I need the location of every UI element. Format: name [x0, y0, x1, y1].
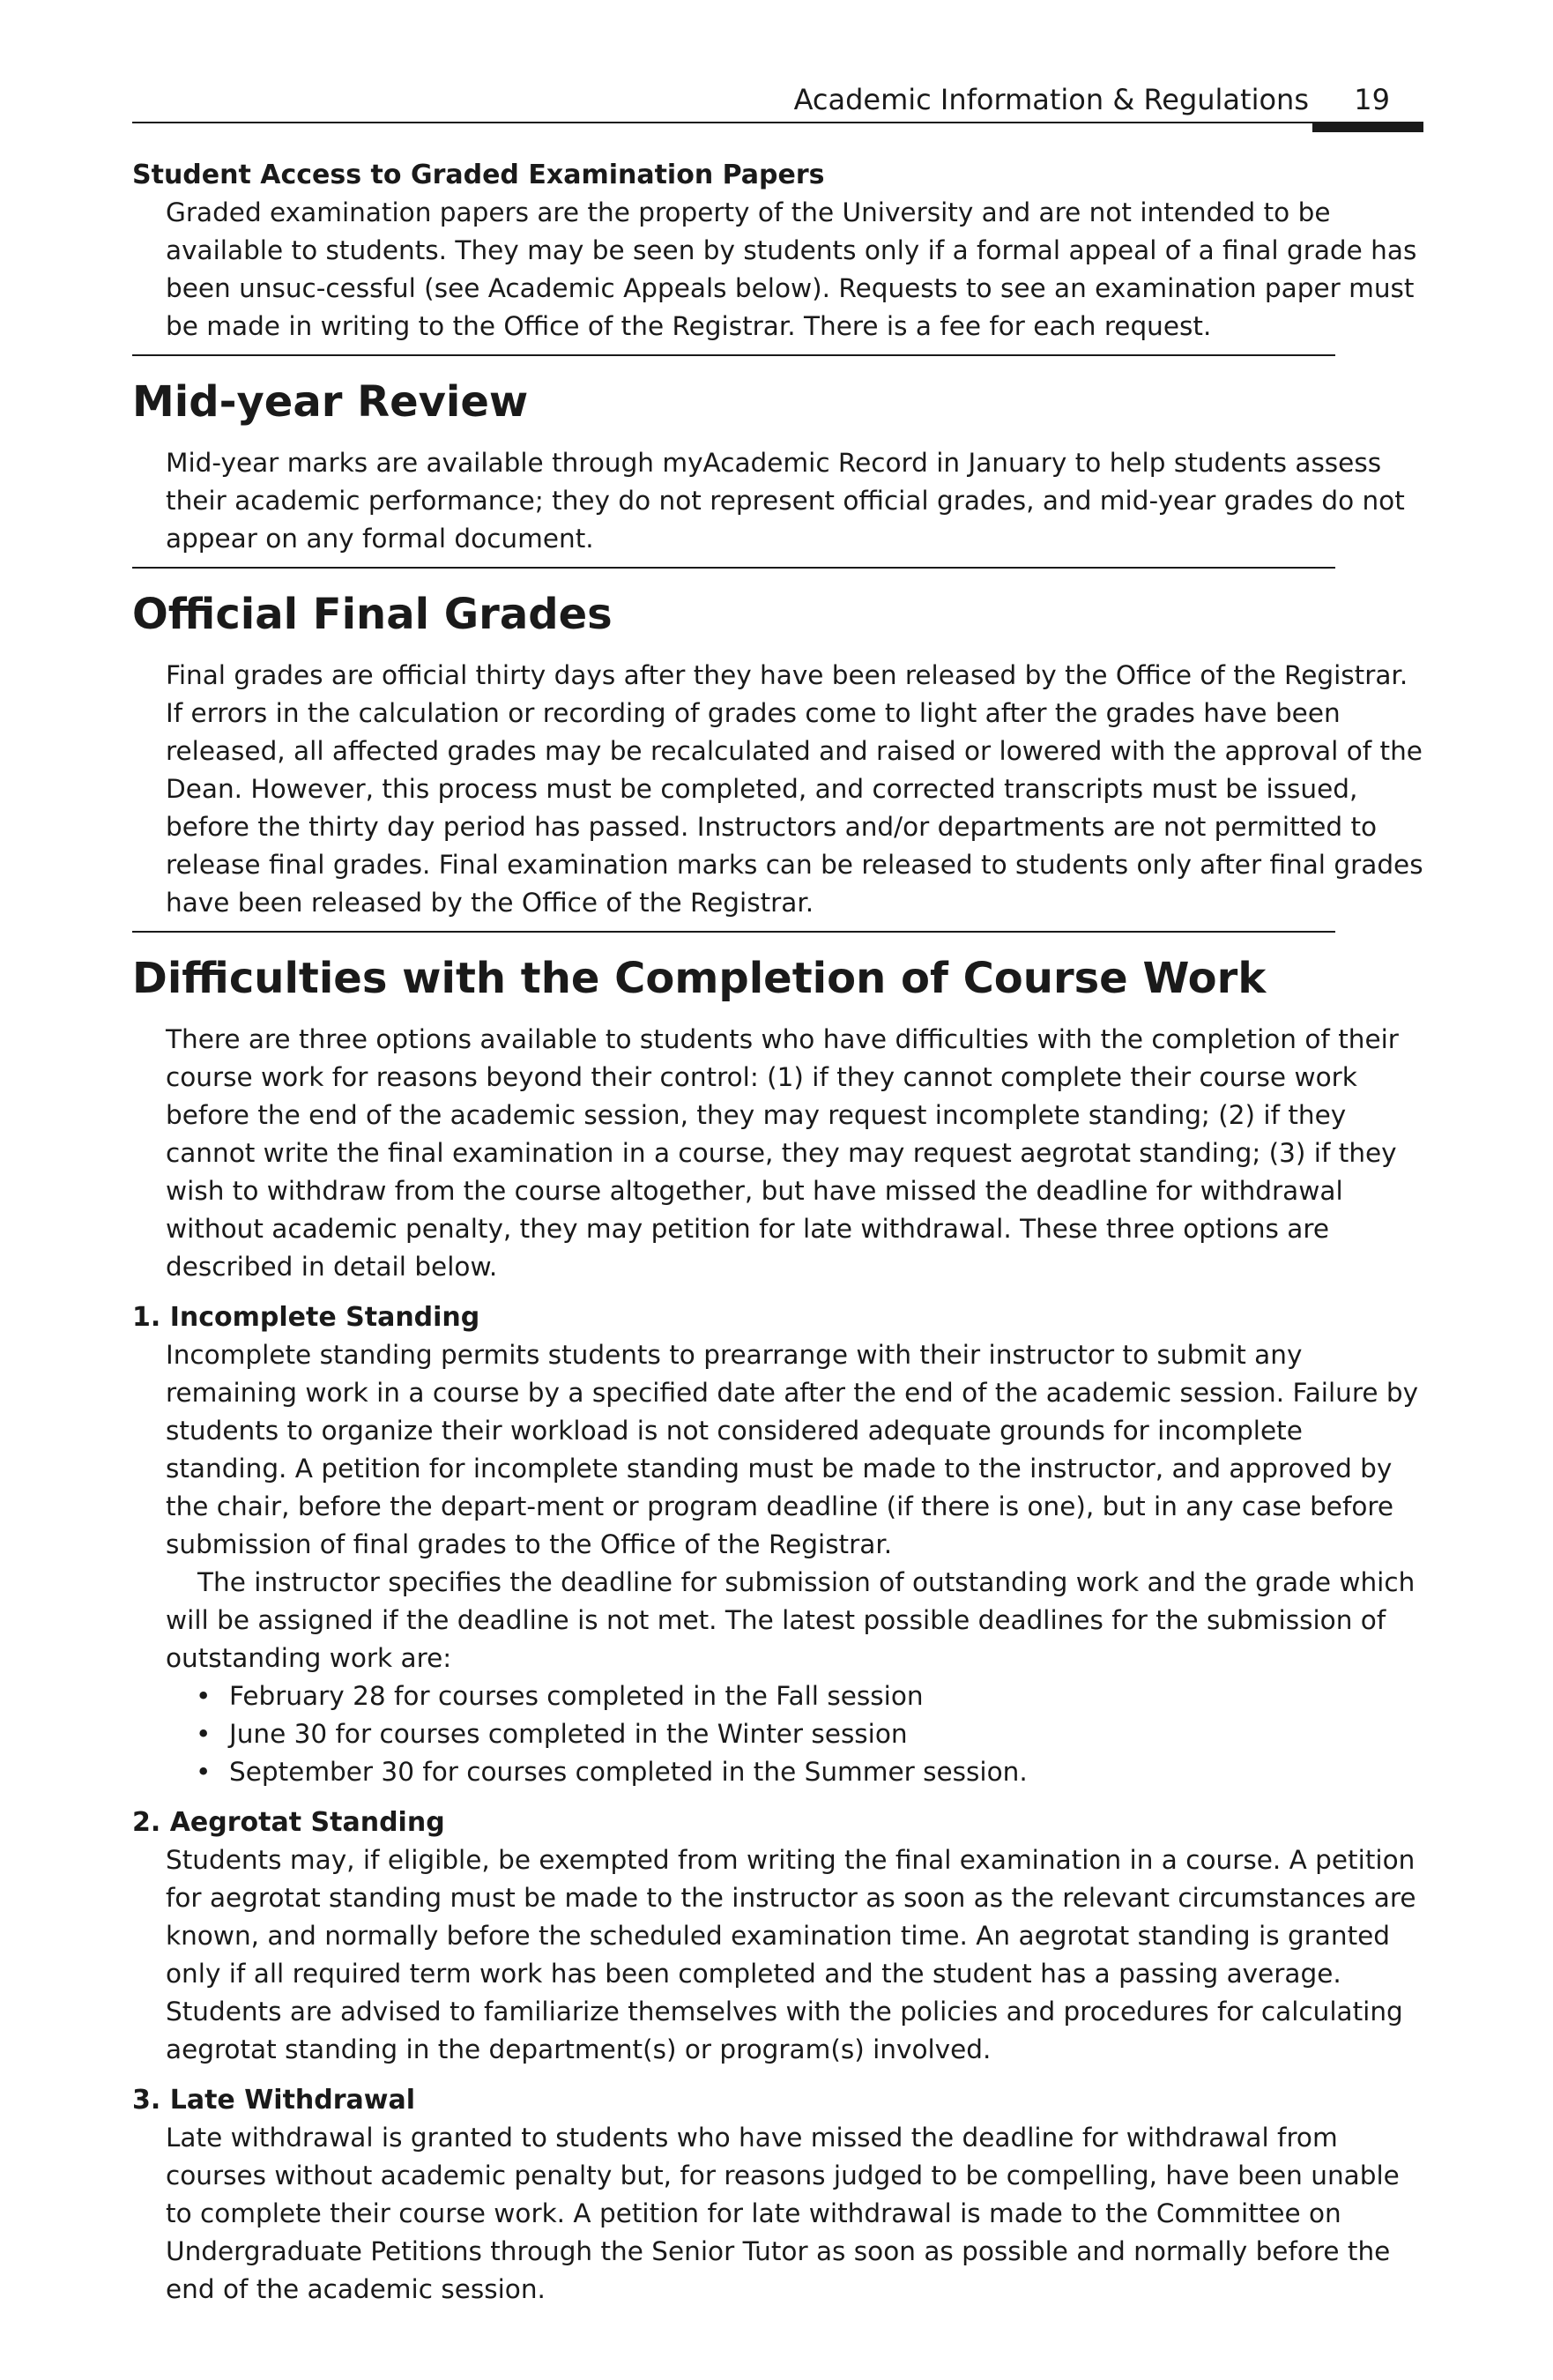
- late-withdrawal-body: Late withdrawal is granted to students who have missed the deadline for withdrawal from courses without academic penalty but, for reasons judged to be compelling, have been unable to complete their course work. A petition for late withdrawal is made to the Committee on Undergraduate Petitions through the Senior Tutor as soon as possible and normally before the end of the academic session.: [166, 2123, 1400, 2304]
- list-item: [196, 1715, 1423, 1753]
- deadline-text: June 30 for courses completed in the Winter session: [229, 1719, 908, 1749]
- page-content: [132, 157, 1423, 2309]
- deadline-text: February 28 for courses completed in the Fall session: [229, 1681, 924, 1711]
- list-item: [196, 1753, 1423, 1791]
- exam-papers-section: [132, 157, 1423, 356]
- incomplete-standing-body: Incomplete standing permits students to prearrange with their instructor to submit any remaining work in a course by a specified date after the end of the academic session. Failure by students to organize their workload is not considered adequate grounds for incomplete standing. A petition for incomplete standing must be made to the instructor, and approved by the chair, before the depart-ment or program deadline (if there is one), but in any case before submission of final grades to the Office of the Registrar.: [166, 1340, 1419, 1559]
- difficulties-section: [132, 952, 1423, 2309]
- final-grades-body: Final grades are official thirty days after they have been released by the Office of the Registrar. If errors in the calculation or recording of grades come to light after the grades have been released, all affected grades may be recalculated and raised or lowered with the approval of the Dean. However, this process must be completed, and corrected transcripts must be issued, before the thirty day period has passed. Instructors and/or departments are not permitted to release final grades. Final examination marks can be released to students only after final grades have been released by the Office of the Registrar.: [166, 660, 1423, 918]
- exam-papers-body: Graded examination papers are the property of the University and are not intended to be available to students. They may be seen by students only if a formal appeal of a final grade has been unsuc-cessful (see Academic Appeals below). Requests to see an examination paper must be made in writing to the Office of the Registrar. There is a fee for each request.: [166, 197, 1417, 341]
- incomplete-standing: [132, 1298, 1423, 1791]
- difficulties-heading: Difficulties with the Completion of Course Work: [132, 954, 1267, 1003]
- header-tab-bar: [1312, 122, 1423, 132]
- incomplete-standing-deadlines-intro: The instructor specifies the deadline for submission of outstanding work and the grade which will be assigned if the deadline is not met. The latest possible deadlines for the submission of outstanding work are:: [166, 1567, 1416, 1673]
- mid-year-body: Mid-year marks are available through myAcademic Record in January to help students assess their academic performance; they do not represent official grades, and mid-year grades do not appear on any formal document.: [166, 448, 1405, 554]
- late-withdrawal-heading: 3. Late Withdrawal: [132, 2085, 416, 2116]
- difficulties-intro: There are three options available to students who have difficulties with the completion of their course work for reasons beyond their control: (1) if they cannot complete their course work before the end of the academic session, they may request incomplete standing; (2) if they cannot write the final examination in a course, they may request aegrotat standing; (3) if they wish to withdraw from the course altogether, but have missed the deadline for withdrawal without academic penalty, they may petition for late withdrawal. These three options are described in detail below.: [166, 1024, 1399, 1282]
- deadline-list: [196, 1677, 1423, 1791]
- page-number: 19: [1354, 83, 1390, 116]
- aegrotat-standing-heading: 2. Aegrotat Standing: [132, 1807, 445, 1838]
- bullet: •: [196, 1681, 212, 1711]
- incomplete-standing-heading: 1. Incomplete Standing: [132, 1302, 480, 1333]
- late-withdrawal: [132, 2081, 1423, 2309]
- section-divider: [132, 567, 1335, 569]
- list-item: [196, 1677, 1423, 1715]
- running-header: [132, 81, 1423, 127]
- mid-year-heading: Mid-year Review: [132, 377, 529, 427]
- section-divider: [132, 354, 1335, 356]
- deadline-text: September 30 for courses completed in the Summer session.: [229, 1757, 1028, 1787]
- final-grades-heading: Official Final Grades: [132, 590, 613, 639]
- exam-papers-heading: Student Access to Graded Examination Papers: [132, 160, 825, 190]
- header-rule: [132, 122, 1423, 123]
- mid-year-section: [132, 376, 1423, 569]
- bullet: •: [196, 1757, 212, 1787]
- running-title: Academic Information & Regulations: [793, 83, 1309, 116]
- aegrotat-standing-body: Students may, if eligible, be exempted from writing the final examination in a course. A petition for aegrotat standing must be made to the instructor as soon as the relevant circumstances are known, and normally before the scheduled examination time. An aegrotat standing is granted only if all required term work has been completed and the student has a passing average. Students are advised to familiarize themselves with the policies and procedures for calculating aegrotat standing in the department(s) or program(s) involved.: [166, 1845, 1416, 2064]
- aegrotat-standing: [132, 1804, 1423, 2069]
- final-grades-section: [132, 588, 1423, 933]
- section-divider: [132, 931, 1335, 933]
- bullet: •: [196, 1719, 212, 1749]
